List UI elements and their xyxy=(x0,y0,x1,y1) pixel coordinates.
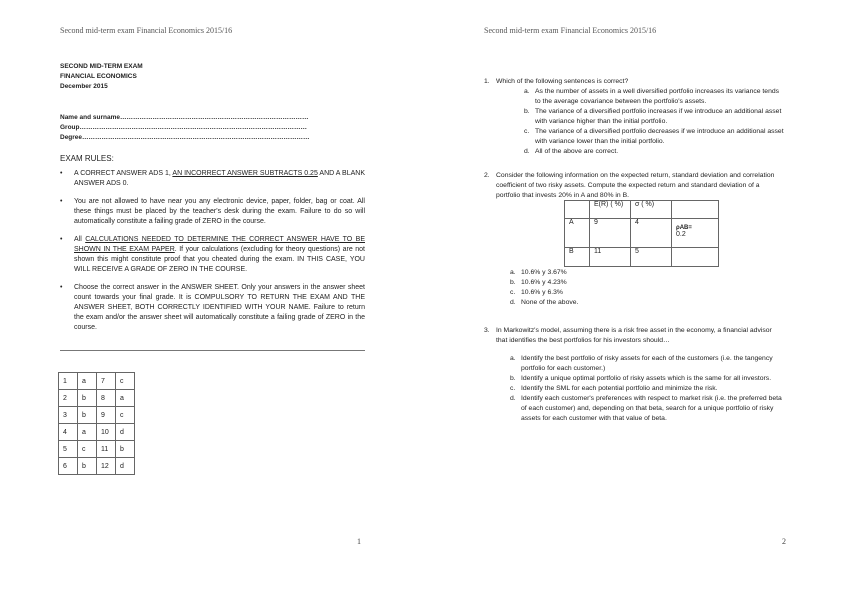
rule-item: • Choose the correct answer in the ANSWER SHEET. Only your answers in the answer sheet count towards your final grade. It is COMPULSORY TO RETURN THE EXAM AND THE ANSWER SHEET, BOTH CORRECTLY IDENTIFIED WITH YOUR NAME. Failure to return the exam and/or the answer sheet will automatically constitute a failing grade of ZERO in the course. xyxy=(60,284,365,331)
options-list xyxy=(484,87,784,157)
asset-data-table xyxy=(564,200,719,267)
student-fields xyxy=(60,113,360,143)
table-cell: 4 xyxy=(59,424,78,441)
table-cell: b xyxy=(116,441,135,458)
table-cell xyxy=(565,201,590,219)
table-row xyxy=(59,390,135,407)
table-cell: 6 xyxy=(59,458,78,475)
table-cell: c xyxy=(116,407,135,424)
option-item[interactable]: a. 10.6% y 3.67% xyxy=(510,269,567,276)
options-list xyxy=(484,268,784,308)
table-cell: d xyxy=(116,424,135,441)
table-cell: d xyxy=(116,458,135,475)
table-cell: 5 xyxy=(631,248,672,267)
question-1 xyxy=(484,77,784,157)
options-list xyxy=(484,354,784,424)
table-row xyxy=(565,248,719,267)
table-cell xyxy=(672,201,719,219)
right-page xyxy=(424,0,848,599)
page-number: 1 xyxy=(357,537,361,546)
option-item[interactable]: a. Identify the best portfolio of risky assets for each of the customers (i.e. the tangency portfolio for each customer.) xyxy=(510,355,773,372)
group-field[interactable]: Group…………………………………………………………………………………………… xyxy=(60,124,307,131)
question-2-options xyxy=(484,268,784,308)
rules-title: EXAM RULES: xyxy=(60,154,114,163)
table-cell: 11 xyxy=(97,441,116,458)
table-row xyxy=(59,373,135,390)
table-cell: 1 xyxy=(59,373,78,390)
divider xyxy=(60,350,365,351)
table-row xyxy=(59,458,135,475)
bullet-icon: • xyxy=(60,236,63,243)
question-2 xyxy=(484,171,784,201)
table-cell: 11 xyxy=(590,248,631,267)
table-row xyxy=(59,424,135,441)
table-row xyxy=(565,219,719,248)
option-item[interactable]: b. Identify a unique optimal portfolio of risky assets which is the same for all investors. xyxy=(510,375,772,382)
rules-list xyxy=(60,169,365,341)
option-item[interactable]: c. Identify the SML for each potential portfolio and minimize the risk. xyxy=(510,385,718,392)
table-cell: 4 xyxy=(631,219,672,248)
running-head: Second mid-term exam Financial Economics 2015/16 xyxy=(60,26,233,35)
table-cell: a xyxy=(78,424,97,441)
table-cell: c xyxy=(78,441,97,458)
exam-title: SECOND MID-TERM EXAM xyxy=(60,63,143,70)
table-cell: A xyxy=(565,219,590,248)
table-cell: B xyxy=(565,248,590,267)
question-number: 3. xyxy=(484,327,490,334)
degree-field[interactable]: Degree…………………………………………………………………………………………… xyxy=(60,134,310,141)
option-item[interactable]: b. The variance of a diversified portfolio increases if we introduce an additional asset with variance higher than the initial portfolio. xyxy=(524,108,782,125)
table-cell: 10 xyxy=(97,424,116,441)
table-row xyxy=(59,441,135,458)
table-cell: c xyxy=(116,373,135,390)
table-cell: b xyxy=(78,458,97,475)
exam-header xyxy=(60,62,143,92)
table-cell xyxy=(672,219,719,248)
bullet-icon: • xyxy=(60,198,63,205)
table-cell: 9 xyxy=(97,407,116,424)
rule-item: • A CORRECT ANSWER ADS 1, AN INCORRECT ANSWER SUBTRACTS 0.25 AND A BLANK ANSWER ADS 0. xyxy=(60,170,365,187)
table-header-sd: σ ( %) xyxy=(631,201,672,219)
option-item[interactable]: b. 10.6% y 4.23% xyxy=(510,279,567,286)
correlation-label: ρAB= xyxy=(676,225,692,231)
table-row xyxy=(59,407,135,424)
table-cell: 8 xyxy=(97,390,116,407)
bullet-icon: • xyxy=(60,284,63,291)
question-text: In Markowitz's model, assuming there is a risk free asset in the economy, a financial advisor that identifies the best portfolios for his investors should… xyxy=(496,327,772,344)
running-head: Second mid-term exam Financial Economics 2015/16 xyxy=(484,26,657,35)
bullet-icon: • xyxy=(60,170,63,177)
question-number: 1. xyxy=(484,78,490,85)
option-item[interactable]: d. Identify each customer's preferences with respect to market risk (i.e. the preferred beta of each customer) and, depending on that beta, search for a unique portfolio of risky assets for each customer with that value of beta. xyxy=(510,395,782,422)
question-3 xyxy=(484,326,784,424)
table-header-er: E(R) ( %) xyxy=(590,201,631,219)
table-cell xyxy=(672,248,719,267)
name-field[interactable]: Name and surname…………………………………………………………………………… xyxy=(60,114,309,121)
table-cell: a xyxy=(78,373,97,390)
table-cell: 12 xyxy=(97,458,116,475)
answer-key-table xyxy=(58,372,135,475)
table-cell: 2 xyxy=(59,390,78,407)
table-cell: b xyxy=(78,407,97,424)
rule-item: • All CALCULATIONS NEEDED TO DETERMINE THE CORRECT ANSWER HAVE TO BE SHOWN IN THE EXAM PAPER. If your calculations (excluding for theory questions) are not shown this might constitute proof that you cheated during the exam. IN THIS CASE, YOU WILL RECEIVE A GRADE OF ZERO IN THE COURSE. xyxy=(60,236,365,273)
question-text: Which of the following sentences is correct? xyxy=(496,78,629,85)
table-row xyxy=(565,201,719,219)
page-number: 2 xyxy=(782,537,786,546)
question-number: 2. xyxy=(484,172,490,179)
option-item[interactable]: d. None of the above. xyxy=(510,299,579,306)
option-item[interactable]: c. The variance of a diversified portfolio decreases if we introduce an additional asset with variance lower than the initial portfolio. xyxy=(524,128,784,145)
exam-date: December 2015 xyxy=(60,83,108,90)
option-item[interactable]: c. 10.6% y 6.3% xyxy=(510,289,563,296)
option-item[interactable]: a. As the number of assets in a well diversified portfolio increases its variance tends to the average covariance between the portfolio's assets. xyxy=(524,88,780,105)
course-name: FINANCIAL ECONOMICS xyxy=(60,73,137,80)
question-text: Consider the following information on the expected return, standard deviation and correlation coefficient of two risky assets. Compute the expected return and standard deviation of a portfolio that invests 20% in A and 80% in B. xyxy=(496,172,775,199)
correlation-value: 0.2 xyxy=(676,231,686,238)
table-cell: 9 xyxy=(590,219,631,248)
table-cell: 5 xyxy=(59,441,78,458)
table-cell: b xyxy=(78,390,97,407)
table-cell: 7 xyxy=(97,373,116,390)
table-cell: a xyxy=(116,390,135,407)
rule-item: • You are not allowed to have near you any electronic device, paper, folder, bag or coat. All these things must be placed by the teacher's desk during the exam. Failure to do so will automatically constitute a failing grade of ZERO in the course. xyxy=(60,198,365,225)
table-cell: 3 xyxy=(59,407,78,424)
option-item[interactable]: d. All of the above are correct. xyxy=(524,148,619,155)
